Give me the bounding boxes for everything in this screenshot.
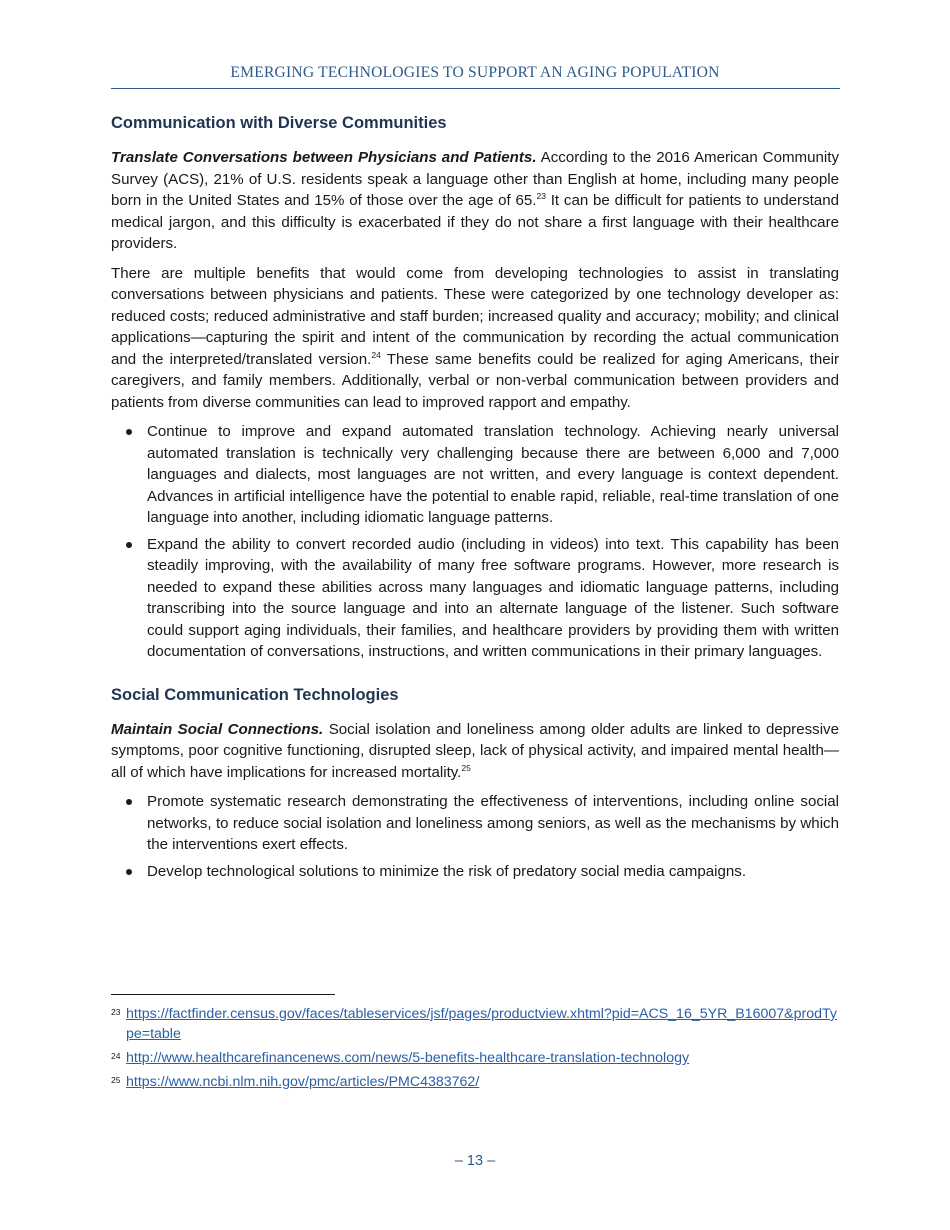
- footnote-link-24[interactable]: http://www.healthcarefinancenews.com/news/5-benefits-healthcare-translation-technology: [126, 1050, 690, 1066]
- paragraph-text: There are multiple benefits that would come from developing technologies to assist in translating conversations between physicians and patients. These were categorized by one technology developer as: reduced costs; reduced administrative and staff burden; increased quality and accuracy; mobility; and clinical applications—capturing the spirit and intent of the communication by recording the actual communication and the interpreted/translated version.: [111, 264, 839, 368]
- footnote-number: 24: [111, 1051, 121, 1061]
- bullet-list-social: [111, 791, 839, 882]
- run-in-heading: Maintain Social Connections.: [111, 720, 324, 738]
- footnote-link-25[interactable]: https://www.ncbi.nlm.nih.gov/pmc/articles/PMC4383762/: [126, 1074, 480, 1090]
- list-item: [111, 534, 839, 663]
- paragraph-text: These same benefits could be realized for aging Americans, their caregivers, and family members. Additionally, verbal or non-verbal communication between providers and patients from diverse communities can lead to improved rapport and empathy.: [111, 350, 839, 411]
- bullet-icon: [126, 429, 132, 435]
- footnote-23: [111, 1004, 839, 1044]
- paragraph-text: It can be difficult for patients to understand medical jargon, and this difficulty is exacerbated if they do not share a first language with their healthcare providers.: [111, 192, 839, 252]
- list-item-text: Promote systematic research demonstrating the effectiveness of interventions, including online social networks, to reduce social isolation and loneliness among seniors, as well as the mechanisms by which the interventions exert effects.: [147, 793, 839, 853]
- list-item-text: Continue to improve and expand automated translation technology. Achieving nearly universal automated translation is technically very challenging because there are between 6,000 and 7,000 languages and dialects, most languages are not written, and every language is context dependent. Advances in artificial intelligence have the potential to enable rapid, reliable, real-time translation of one language into another, including idiomatic language patterns.: [147, 423, 839, 526]
- paragraph-text: Social isolation and loneliness among older adults are linked to depressive symptoms, poor cognitive functioning, disrupted sleep, lack of physical activity, and impaired mental health—all of which have implications for increased mortality.: [111, 720, 839, 781]
- paragraph-translate-conversations: [111, 147, 839, 255]
- page-body: [111, 111, 839, 892]
- footnotes: [111, 1004, 839, 1096]
- footnote-number: 23: [111, 1007, 121, 1017]
- footnote-ref-23[interactable]: 23: [536, 191, 546, 201]
- list-item: [111, 861, 839, 883]
- bullet-icon: [126, 869, 132, 875]
- footnote-link-23[interactable]: https://factfinder.census.gov/faces/tableservices/jsf/pages/productview.xhtml?pid=ACS_16_5YR_B16007&prodType=table: [126, 1006, 837, 1042]
- run-in-heading: Translate Conversations between Physicians and Patients.: [111, 149, 537, 166]
- list-item: [111, 791, 839, 856]
- list-item-text: Expand the ability to convert recorded audio (including in videos) into text. This capability has been steadily improving, with the availability of many free software programs. However, more research is needed to expand these abilities across many languages and idiomatic language patterns, including transcribing into the source language and into an alternate language of the listener. Such software could support aging individuals, their families, and healthcare providers by providing them with written documentation of conversations, instructions, and written communications in their primary languages.: [147, 535, 839, 660]
- paragraph-multiple-benefits: [111, 263, 839, 414]
- bullet-list-translation: [111, 421, 839, 663]
- section-heading-diverse-communities: Communication with Diverse Communities: [111, 114, 447, 132]
- page-number: – 13 –: [454, 1153, 496, 1169]
- list-item-text: Develop technological solutions to minimize the risk of predatory social media campaigns.: [147, 862, 747, 880]
- bullet-icon: [126, 799, 132, 805]
- footnote-24: [111, 1048, 839, 1068]
- footnote-ref-25[interactable]: 25: [461, 762, 471, 773]
- paragraph-maintain-social-connections: [111, 719, 839, 784]
- footnote-25: [111, 1072, 839, 1092]
- footnote-separator: [111, 994, 335, 995]
- section-heading-social-communication: Social Communication Technologies: [111, 685, 399, 704]
- bullet-icon: [126, 542, 132, 548]
- paragraph-text: According to the 2016 American Community Survey (ACS), 21% of U.S. residents speak a language other than English at home, including many people born in the United States and 15% of those over the age of 65.: [111, 149, 840, 209]
- header-rule: [111, 88, 840, 89]
- running-header: EMERGING TECHNOLOGIES TO SUPPORT AN AGING POPULATION: [230, 64, 720, 81]
- footnote-number: 25: [111, 1075, 121, 1085]
- list-item: [111, 421, 839, 529]
- footnote-ref-24[interactable]: 24: [371, 349, 381, 360]
